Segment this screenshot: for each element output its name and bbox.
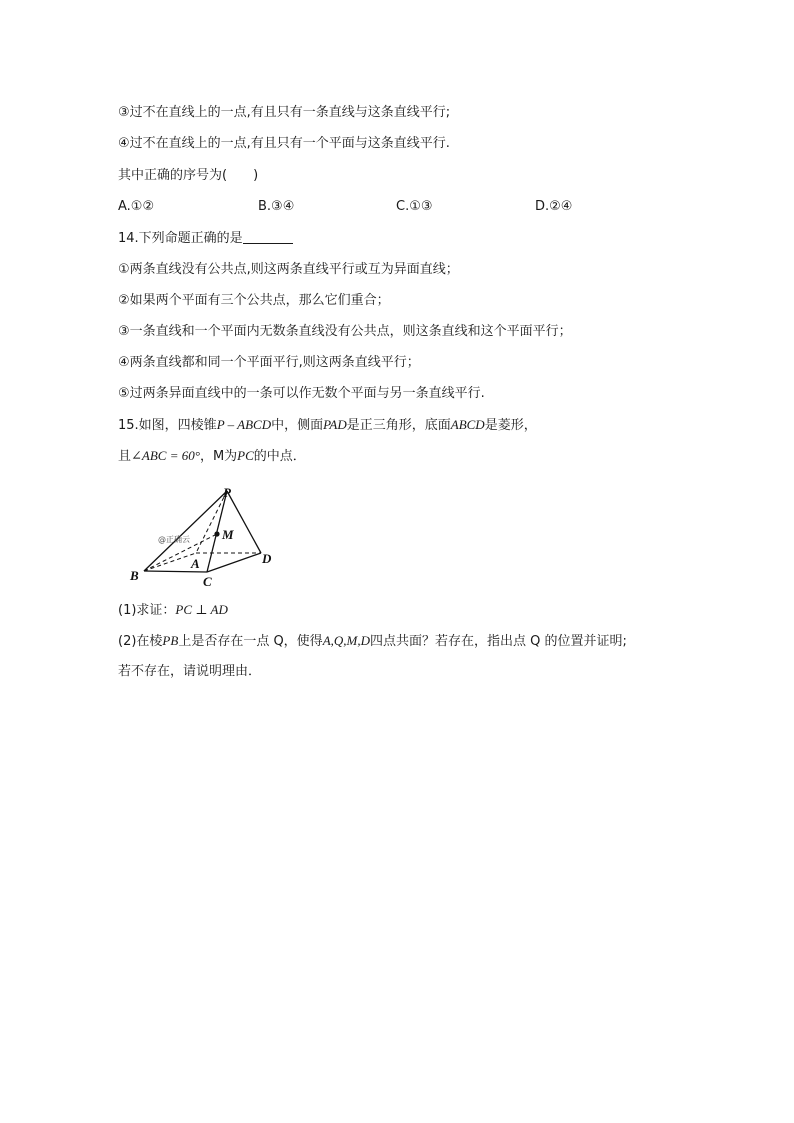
q15-p2-m1: PB bbox=[162, 633, 179, 648]
pyramid-figure bbox=[122, 482, 282, 590]
edge-PD bbox=[227, 491, 261, 553]
q14-item-2: ②如果两个平面有三个公共点，那么它们重合； bbox=[118, 293, 390, 308]
option-c: C.①③ bbox=[396, 199, 433, 214]
q13-prompt: 其中正确的序号为( ) bbox=[118, 168, 259, 183]
q15-p2-c: 四点共面？若存在，指出点 Q 的位置并证明; bbox=[369, 634, 627, 649]
q15-p1-a: (1)求证： bbox=[118, 603, 176, 618]
option-a: A.①② bbox=[118, 199, 155, 214]
q15-l2-b: ，M为 bbox=[199, 449, 238, 464]
q15-p2-m2: A,Q,M,D bbox=[322, 633, 370, 648]
q14-item-1: ①两条直线没有公共点,则这两条直线平行或互为异面直线； bbox=[118, 262, 459, 277]
q15-part-2-cont: 若不存在，请说明理由． bbox=[118, 664, 262, 679]
q14-title bbox=[118, 231, 293, 247]
q14-item-4: ④两条直线都和同一个平面平行,则这两条直线平行； bbox=[118, 355, 420, 370]
q15-l1-m3: ABCD bbox=[450, 417, 485, 432]
q14-item-5: ⑤过两条异面直线中的一条可以作无数个平面与另一条直线平行. bbox=[118, 386, 485, 401]
edge-CD bbox=[207, 553, 261, 572]
q15-l1-m2: PAD bbox=[323, 417, 347, 432]
q15-l2-a: 且 bbox=[118, 449, 132, 464]
q15-p2-b: 上是否存在一点 Q，使得 bbox=[178, 634, 323, 649]
label-A: A bbox=[191, 556, 200, 571]
q13-statement-3: ③过不在直线上的一点,有且只有一条直线与这条直线平行; bbox=[118, 105, 451, 120]
q15-l1-a: 15.如图，四棱锥 bbox=[118, 418, 217, 433]
q13-statement-4: ④过不在直线上的一点,有且只有一个平面与这条直线平行. bbox=[118, 136, 450, 151]
edge-PA bbox=[196, 491, 227, 553]
q14-title-text: 14.下列命题正确的是 bbox=[118, 231, 243, 246]
label-M: M bbox=[222, 527, 234, 542]
edge-BC bbox=[144, 571, 207, 572]
q14-item-3: ③一条直线和一个平面内无数条直线没有公共点，则这条直线和这个平面平行； bbox=[118, 324, 572, 339]
q15-p2-a: (2)在棱 bbox=[118, 634, 163, 649]
label-B: B bbox=[130, 568, 139, 583]
q15-part-2 bbox=[118, 633, 627, 650]
q15-l1-c: 是正三角形，底面 bbox=[346, 418, 451, 433]
q15-l2-m1: ∠ABC = 60° bbox=[131, 448, 200, 463]
point-M bbox=[214, 531, 219, 536]
q15-line-2 bbox=[118, 448, 306, 465]
q15-p1-m: PC ⊥ AD bbox=[175, 602, 228, 617]
answer-blank bbox=[243, 231, 293, 244]
edge-PB bbox=[144, 491, 227, 571]
edge-BA bbox=[144, 553, 196, 571]
label-D: D bbox=[262, 551, 272, 566]
label-C: C bbox=[203, 574, 212, 589]
watermark: @正确云 bbox=[158, 535, 190, 544]
q15-l1-m1: P – ABCD bbox=[216, 417, 272, 432]
q15-part-1 bbox=[118, 602, 228, 619]
option-b: B.③④ bbox=[258, 199, 295, 214]
q15-line-1 bbox=[118, 417, 537, 434]
q15-l1-b: 中，侧面 bbox=[271, 418, 324, 433]
option-d: D.②④ bbox=[535, 199, 573, 214]
q15-l2-c: 的中点． bbox=[253, 449, 306, 464]
label-P: P bbox=[223, 485, 231, 500]
q15-l2-m2: PC bbox=[237, 448, 254, 463]
q15-l1-d: 是菱形， bbox=[484, 418, 537, 433]
